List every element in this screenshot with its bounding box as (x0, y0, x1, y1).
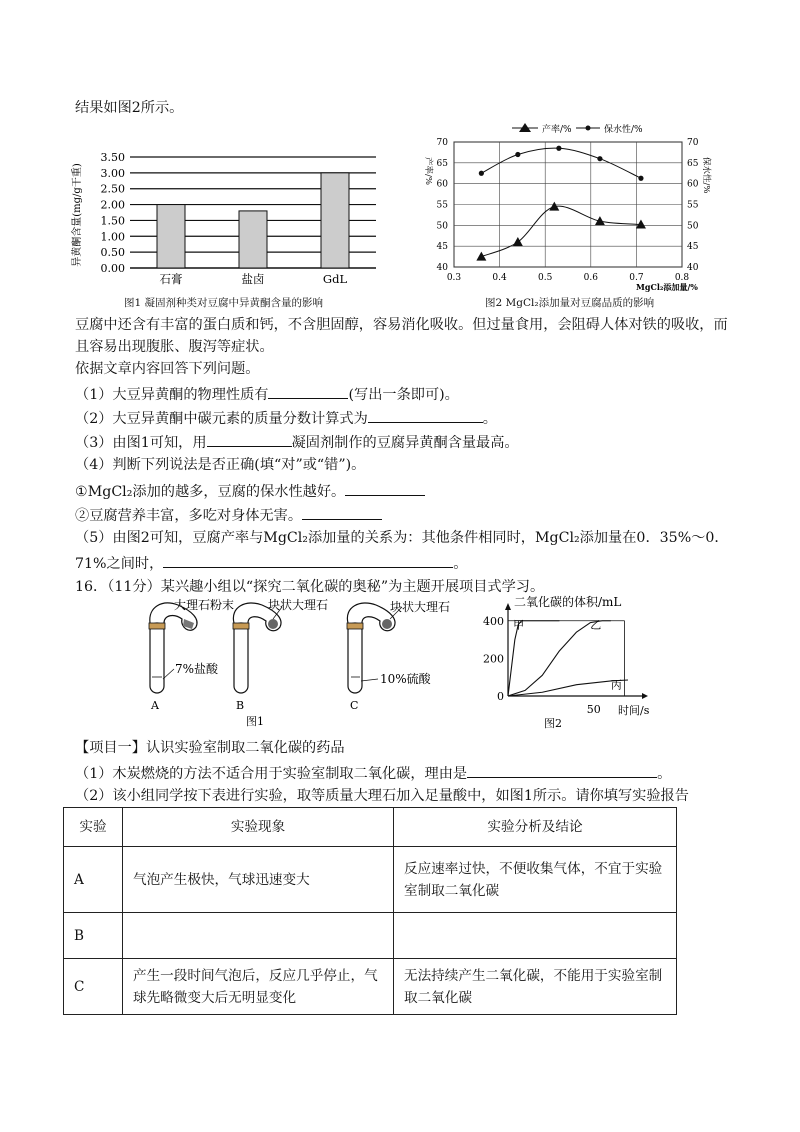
table-row-b (64, 913, 677, 959)
fig2-yield-point (513, 237, 523, 246)
fig1-xtick-label: GdL (322, 272, 348, 286)
fig2-water-point (597, 156, 602, 161)
fig2-yield-line (481, 206, 641, 257)
fig2-water-point (515, 152, 520, 157)
test-tube-a (149, 603, 197, 693)
row-b-conclusion[interactable] (394, 913, 677, 959)
fig1-ytick-label: 0.50 (100, 246, 125, 260)
table-row-a (64, 847, 677, 913)
fig2-ytick-right: 60 (687, 179, 699, 190)
fig2-ytick-right: 65 (687, 158, 699, 169)
y-axis-arrow-icon (505, 603, 511, 610)
fig1-xtick-label: 石膏 (159, 272, 183, 286)
marble-lump-b (268, 619, 278, 629)
label-a-acid: 7%盐酸 (175, 662, 219, 676)
co2-plot (483, 594, 650, 717)
fig1-ytick-label: 2.50 (100, 182, 125, 196)
header-experiment: 实验 (64, 808, 123, 847)
fig2-water-line (481, 148, 641, 178)
fig2-xaxis-label: MgCl₂添加量/% (636, 282, 698, 292)
question-2: （2）大豆异黄酮中碳元素的质量分数计算式为 。 (75, 408, 497, 428)
q16-fig1-apparatus (130, 597, 470, 727)
fig2-water-point (556, 146, 561, 151)
answer-blank-q1[interactable] (268, 384, 348, 399)
fig1-ytick-label: 1.00 (100, 230, 125, 244)
para-line2: 且容易出现腹胀、腹泻等症状。 (75, 339, 274, 355)
rubber-band-b (233, 623, 249, 629)
tube-label-a: A (151, 699, 159, 712)
question-5: （5）由图2可知，豆腐产率与MgCl₂添加量的关系为：其他条件相同时，MgCl₂添加量在0．35%～0． (75, 530, 729, 546)
question-3: （3）由图1可知，用 凝固剂制作的豆腐异黄酮含量最高。 (75, 432, 519, 452)
fig2-legend (512, 123, 643, 135)
answer-blank-q3[interactable] (207, 432, 292, 447)
fig1-ytick-label: 0.00 (100, 262, 125, 275)
project1-heading: 【项目一】认识实验室制取二氧化碳的药品 (75, 740, 345, 756)
p1-question-1: （1）木炭燃烧的方法不适合用于实验室制取二氧化碳，理由是 。 (75, 763, 671, 783)
question-5-cont: 71%之间时， 。 (75, 553, 468, 573)
co2-xtick-label: 50 (586, 703, 601, 716)
q16-fig2-caption: 图2 (544, 717, 562, 730)
fig1-bar (239, 211, 267, 268)
intro-line: 结果如图2所示。 (75, 100, 184, 116)
answer-blank-q4-1[interactable] (345, 481, 425, 496)
fig2-caption: 图2 MgCl₂添加量对豆腐品质的影响 (485, 297, 655, 309)
row-a-phenomenon: 气泡产生极快，气球迅速变大 (123, 847, 394, 913)
test-tube-b (233, 603, 282, 693)
row-a-id: A (64, 847, 123, 913)
experiment-report-table (63, 807, 677, 1015)
question-1: （1）大豆异黄酮的物理性质有 (写出一条即可)。 (75, 384, 459, 404)
co2-xlabel: 时间/s (618, 704, 650, 717)
question-4-2: ②豆腐营养丰富，多吃对身体无害。 (75, 505, 382, 525)
label-c-acid: 10%硫酸 (380, 672, 431, 686)
fig2-ytick-left: 65 (436, 158, 448, 169)
row-c-id: C (64, 959, 123, 1015)
fig2-ytick-left: 50 (436, 221, 448, 232)
fig1-caption: 图1 凝固剂种类对豆腐中异黄酮含量的影响 (124, 297, 324, 309)
answer-blank-q2[interactable] (368, 408, 483, 423)
answer-blank-q5[interactable] (163, 553, 453, 568)
co2-series-label: 丙 (610, 678, 622, 692)
fig2-ytick-right: 45 (687, 242, 699, 253)
q16-fig1-caption: 图1 (246, 715, 264, 727)
fig2-xtick-label: 0.6 (583, 273, 598, 283)
fig1-ytick-label: 1.50 (100, 214, 125, 228)
para-line1: 豆腐中还含有丰富的蛋白质和钙，不含胆固醇，容易消化吸收。但过量食用，会阻碍人体对铁的吸收，而 (75, 317, 728, 333)
row-c-phenomenon: 产生一段时间气泡后，反应几乎停止，气球先略微变大后无明显变化 (123, 959, 394, 1015)
table-header-row (64, 808, 677, 847)
tube-label-b: B (236, 699, 245, 712)
legend-water: 保水性/% (604, 125, 643, 135)
label-c-top: 块状大理石 (390, 600, 451, 614)
fig2-line-chart (418, 112, 718, 307)
para-line3: 依据文章内容回答下列问题。 (75, 361, 260, 377)
fig2-xtick-label: 0.5 (538, 273, 553, 283)
marble-lump-c (382, 619, 392, 629)
fig2-ytick-left: 55 (436, 200, 448, 211)
row-c-conclusion: 无法持续产生二氧化碳，不能用于实验室制取二氧化碳 (394, 959, 677, 1015)
header-phenomenon: 实验现象 (123, 808, 394, 847)
legend-dot-icon (586, 126, 591, 131)
fig1-ylabel: 异黄酮含量(mg/g干重) (72, 163, 83, 267)
co2-title: 二氧化碳的体积/mL (514, 595, 622, 609)
co2-ytick-label: 0 (497, 690, 504, 703)
fig1-yticks (101, 151, 126, 275)
co2-ytick-label: 400 (483, 614, 504, 628)
fig2-xtick-label: 0.4 (492, 273, 507, 283)
fig1-bar (157, 205, 185, 268)
answer-blank-q4-2[interactable] (302, 505, 382, 520)
rubber-band-a (149, 623, 165, 629)
fig2-plot (437, 138, 699, 283)
q16-title: 16．（11分）某兴趣小组以“探究二氧化碳的奥秘”为主题开展项目式学习。 (75, 579, 545, 595)
fig2-xtick-label: 0.3 (446, 273, 462, 283)
fig2-left-axis-label: 产率/% (423, 157, 433, 185)
fig2-right-axis-label: 保水性/% (701, 157, 711, 194)
fig2-water-point (479, 171, 484, 176)
legend-yield: 产率/% (542, 125, 572, 135)
fig1-bar (321, 173, 349, 268)
label-b-top: 块状大理石 (268, 598, 329, 612)
co2-series-label: 乙 (590, 618, 602, 632)
fig1-ytick-label: 2.00 (100, 198, 125, 212)
co2-curve-2 (508, 621, 611, 696)
fig1-xticks (160, 272, 348, 286)
header-conclusion: 实验分析及结论 (394, 808, 677, 847)
table-row-c (64, 959, 677, 1015)
question-4-1: ①MgCl₂添加的越多，豆腐的保水性越好。 (75, 481, 425, 501)
fig1-ytick-label: 3.50 (100, 151, 125, 164)
row-b-id: B (64, 913, 123, 959)
question-4: （4）判断下列说法是否正确(填“对”或“错”)。 (75, 457, 366, 473)
co2-ytick-label: 200 (483, 652, 504, 666)
tube-label-c: C (350, 699, 359, 712)
fig2-ytick-left: 60 (436, 179, 448, 190)
fig2-ytick-right: 70 (687, 138, 699, 148)
fig2-ytick-right: 50 (687, 221, 699, 232)
fig2-xtick-label: 0.8 (674, 273, 690, 283)
fig1-bar-chart (68, 140, 388, 310)
fig2-ytick-right: 55 (687, 200, 699, 211)
rubber-band-c (347, 623, 363, 629)
p1-question-2: （2）该小组同学按下表进行实验，取等质量大理石加入足量酸中，如图1所示。请你填写实验报告 (75, 788, 689, 804)
row-b-phenomenon[interactable] (123, 913, 394, 959)
x-axis-arrow-icon (642, 693, 648, 699)
fig1-xtick-label: 盐卤 (241, 272, 265, 286)
co2-curve-1 (508, 621, 559, 696)
fig2-ytick-left: 40 (436, 263, 448, 273)
fig2-xtick-label: 0.7 (629, 273, 644, 283)
fig2-ytick-right: 40 (687, 263, 699, 273)
fig1-ytick-label: 3.00 (100, 166, 125, 180)
row-a-conclusion: 反应速率过快，不便收集气体，不宜于实验室制取二氧化碳 (394, 847, 677, 913)
q16-fig2-chart (472, 590, 672, 730)
label-a-top: 大理石粉末 (174, 598, 235, 612)
fig2-water-point (638, 176, 643, 181)
fig2-ytick-left: 70 (436, 138, 448, 148)
co2-series-label: 甲 (513, 618, 525, 632)
answer-blank-p1-q1[interactable] (467, 763, 657, 778)
fig2-yield-point (476, 252, 486, 261)
fig2-ytick-left: 45 (436, 242, 448, 253)
